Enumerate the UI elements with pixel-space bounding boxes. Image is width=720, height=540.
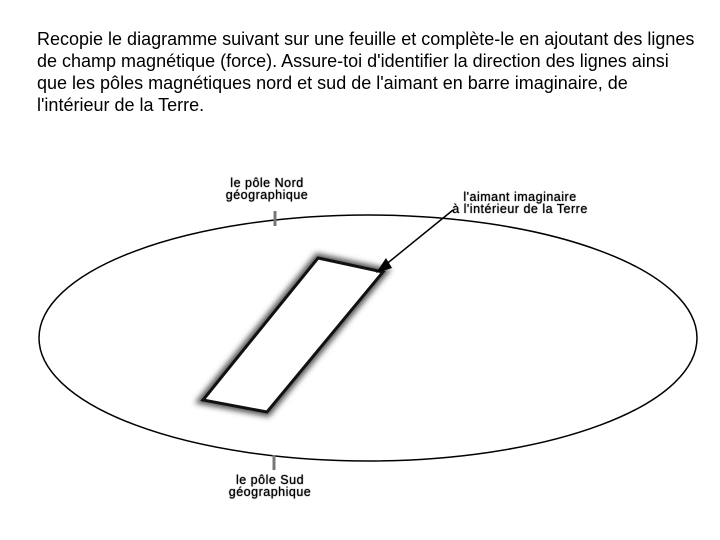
magnet-label-line2: à l'intérieur de la Terre: [452, 202, 588, 216]
north-pole-label-line1: le pôle Nord: [230, 176, 304, 190]
pointer-arrow: [376, 210, 453, 273]
south-pole-label-line2: géographique: [228, 485, 312, 499]
north-pole-label: [192, 177, 342, 201]
magnet-label-line1: l'aimant imaginaire: [463, 190, 577, 204]
bar-magnet: [203, 258, 383, 412]
earth-outline: [39, 215, 697, 461]
magnet-label: [405, 191, 635, 215]
north-pole-label-line2: géographique: [225, 188, 309, 202]
south-pole-label: [195, 474, 345, 498]
instructions-text: Recopie le diagramme suivant sur une feuille et complète-le en ajoutant des lignes de champ magnétique (force). Assure-toi d'identifier la direction des lignes ainsi que les pôles magnétiques nord et sud de l'aimant en barre imaginaire, de l'intérieur de la Terre.: [37, 29, 695, 115]
south-pole-label-line1: le pôle Sud: [235, 473, 305, 487]
